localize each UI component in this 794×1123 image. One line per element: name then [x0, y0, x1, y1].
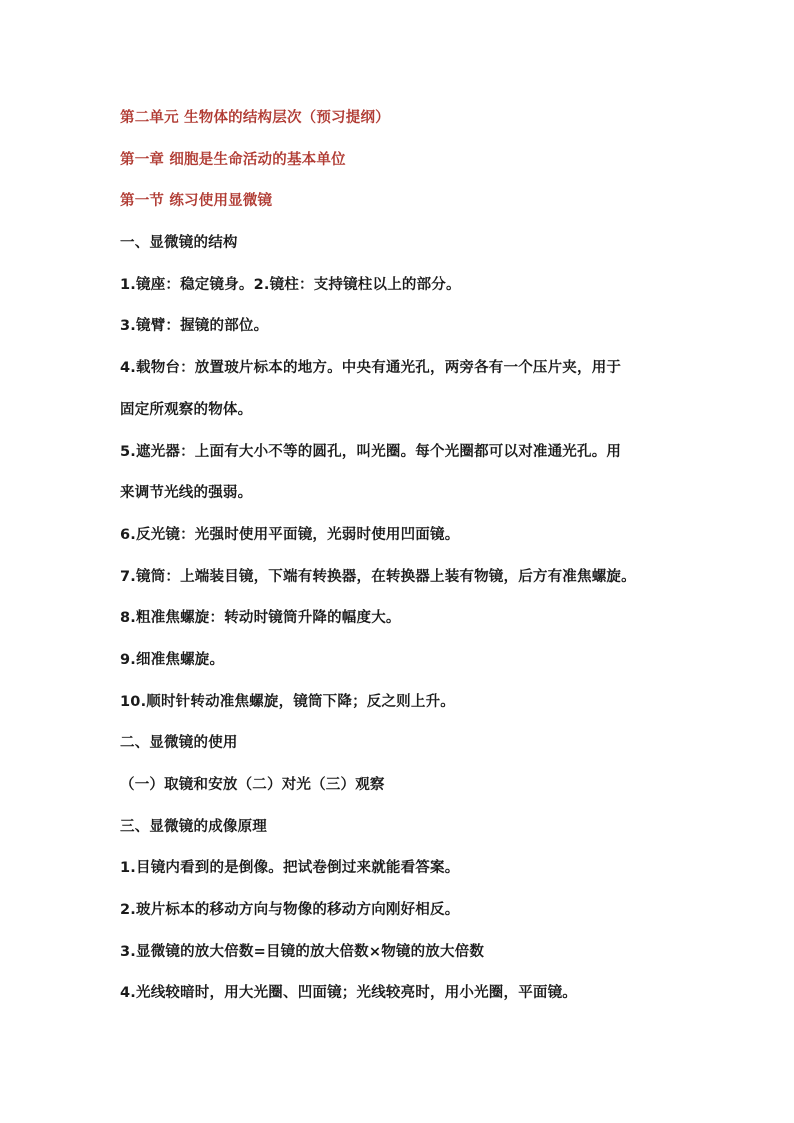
subheading-structure: 一、显微镜的结构: [120, 235, 238, 252]
unit-title: 第二单元 生物体的结构层次（预习提纲）: [120, 110, 390, 126]
text-line: 3.镜臂：握镜的部位。: [120, 318, 269, 335]
text-line: 9.细准焦螺旋。: [120, 651, 225, 668]
chapter-title: 第一章 细胞是生命活动的基本单位: [120, 151, 346, 168]
text-line: 来调节光线的强弱。: [120, 485, 253, 502]
text-line: 2.玻片标本的移动方向与物像的移动方向刚好相反。: [120, 902, 460, 919]
text-line: （一）取镜和安放（二）对光（三）观察: [120, 777, 385, 793]
text-line: 3.显微镜的放大倍数=目镜的放大倍数×物镜的放大倍数: [120, 943, 485, 960]
text-line: 1.镜座：稳定镜身。2.镜柱：支持镜柱以上的部分。: [120, 276, 461, 293]
text-line: 6.反光镜：光强时使用平面镜，光弱时使用凹面镜。: [120, 526, 460, 543]
subheading-usage: 二、显微镜的使用: [120, 735, 238, 752]
subheading-imaging: 三、显微镜的成像原理: [120, 818, 267, 835]
text-line: 8.粗准焦螺旋：转动时镜筒升降的幅度大。: [120, 610, 401, 627]
text-line: 7.镜筒：上端装目镜，下端有转换器，在转换器上装有物镜，后方有准焦螺旋。: [120, 568, 636, 585]
section-title: 第一节 练习使用显微镜: [120, 193, 273, 210]
text-line: 固定所观察的物体。: [120, 401, 253, 418]
text-line: 4.载物台：放置玻片标本的地方。中央有通光孔，两旁各有一个压片夹，用于: [120, 360, 622, 377]
document-content: [120, 106, 680, 1023]
text-line: 1.目镜内看到的是倒像。把试卷倒过来就能看答案。: [120, 860, 460, 877]
text-line: 4.光线较暗时，用大光圈、凹面镜；光线较亮时，用小光圈，平面镜。: [120, 985, 577, 1002]
text-line: 5.遮光器：上面有大小不等的圆孔，叫光圈。每个光圈都可以对准通光孔。用: [120, 443, 622, 460]
text-line: 10.顺时针转动准焦螺旋，镜筒下降；反之则上升。: [120, 693, 455, 710]
